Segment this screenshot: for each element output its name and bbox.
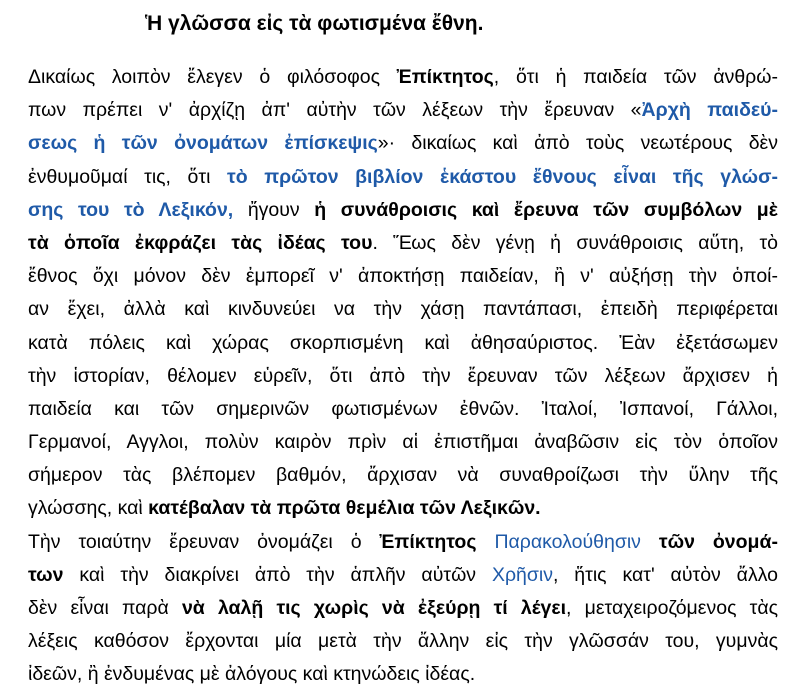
text-line [28,393,778,426]
body-text: σήμερον τὰς βλέπομεν βαθμόν, ἄρχισαν νὰ συναθροίζωσι τὴν ὕλην τῆς [28,464,778,487]
text-line [28,459,778,492]
body-text: , ὅτι ἡ παιδεία τῶν ἀνθρώ- [493,66,778,88]
body-text: Τὴν τοιαύτην ἔρευναν ὀνομάζει ὁ [28,530,380,553]
paragraph-1 [28,61,778,526]
document-body [28,61,778,692]
bold-text: Ἐπίκτητος [396,66,494,88]
body-text: πων πρέπει ν' ἀρχίζῃ ἀπ' αὐτὴν τῶν λέξεων τὴν ἔρευναν « [28,99,642,122]
body-text: καὶ τὴν διακρίνει ἀπὸ τὴν ἁπλῆν αὐτῶν [63,563,492,586]
text-line [28,360,778,393]
body-text: αν ἔχει, ἀλλὰ καὶ κινδυνεύει να τὴν χάσῃ παντάπασι, ἐπειδὴ περιφέρεται [28,298,778,321]
body-text: παιδεία και τῶν σημερινῶν φωτισμένων ἐθνῶν. Ἰταλοί, Ἰσπανοί, Γάλλοι, [28,397,778,420]
text-line [28,127,778,160]
body-text: , μεταχειροζόμενος τὰς [566,597,778,619]
text-line [28,592,778,625]
body-text: . Ἕως δὲν γένῃ ἡ συνάθροισις αὕτη, τὸ [372,231,778,254]
text-line [28,559,778,592]
body-text: , ἥτις κατ' αὐτὸν ἄλλο [553,563,778,586]
body-text: ἐνθυμοῦμαί τις, ὅτι [28,165,227,188]
blue-text: Χρῆσιν [491,563,553,586]
body-text: Δικαίως λοιπὸν ἔλεγεν ὁ φιλόσοφος [28,66,397,88]
bold-blue-text: σεως ἡ τῶν ὀνομάτων ἐπίσκεψις [28,132,378,155]
text-line [28,194,778,227]
body-text: τὴν ἱστορίαν, θέλομεν εὑρεῖν, ὅτι ἀπὸ τὴν ἔρευναν τῶν λέξεων ἄρχισεν ἡ [28,364,778,387]
bold-text: Ἐπίκτητος [379,530,477,553]
text-line [28,426,778,459]
bold-text: ἡ συνάθροισις καὶ ἔρευνα τῶν συμβόλων μὲ [314,198,778,221]
text-line [28,526,778,559]
paragraph-2 [28,526,778,692]
body-text [476,531,494,553]
body-text: ἔθνος ὄχι μόνον δὲν ἐμπορεῖ ν' ἀποκτήσῃ παιδείαν, ἢ ν' αὐξήσῃ τὴν ὁποί- [28,265,778,288]
body-text [641,531,659,553]
text-line [28,625,778,658]
body-text: γλώσσης, καὶ [28,497,149,520]
text-line [28,658,778,691]
body-text: ἤγουν [233,198,315,221]
body-text: ἰδεῶν, ἢ ἐνδυμένας μὲ ἀλόγους καὶ κτηνώδεις ἰδέας. [28,663,476,686]
text-line [28,492,778,525]
bold-text: των [28,563,64,586]
body-text: λέξεις καθόσον ἔρχονται μία μετὰ τὴν ἄλλην εἰς τὴν γλῶσσάν του, γυμνὰς [28,630,778,653]
bold-blue-text: σης του τὸ Λεξικόν, [28,198,234,221]
text-line [28,293,778,326]
bold-blue-text: Ἀρχὴ παιδεύ- [641,99,779,122]
body-text: Γερμανοί, Αγγλοι, πολὺν καιρὸν πρὶν αἱ ἐπιστῆμαι ἀναβῶσιν εἰς τὸν ὁποῖον [28,431,778,454]
body-text: »· δικαίως καὶ ἀπὸ τοὺς νεωτέρους δὲν [377,132,778,155]
text-line [28,61,778,94]
bold-text: κατέβαλαν τὰ πρῶτα θεμέλια τῶν Λεξικῶν. [148,497,541,520]
text-line [28,227,778,260]
text-line [28,161,778,194]
bold-text: τῶν ὀνομά- [658,530,778,553]
text-line [28,327,778,360]
body-text: δὲν εἶναι παρὰ [28,597,182,619]
bold-blue-text: τὸ πρῶτον βιβλίον ἑκάστου ἔθνους εἶναι τῆς γλώσ- [227,165,778,188]
blue-text: Παρακολούθησιν [494,530,641,553]
text-line [28,260,778,293]
document-title: Ἡ γλῶσσα εἰς τὰ φωτισμένα ἔθνη. [145,12,484,35]
bold-text: νὰ λαλῇ τις χωρὶς νὰ ἐξεύρῃ τί λέγει [181,597,567,619]
body-text: κατὰ πόλεις καὶ χώρας σκορπισμένη καὶ ἀθησαύριστος. Ἐὰν ἐξετάσωμεν [28,331,778,354]
text-line [28,94,778,127]
bold-text: τὰ ὁποῖα ἐκφράζει τὰς ἰδέας του [28,231,373,254]
